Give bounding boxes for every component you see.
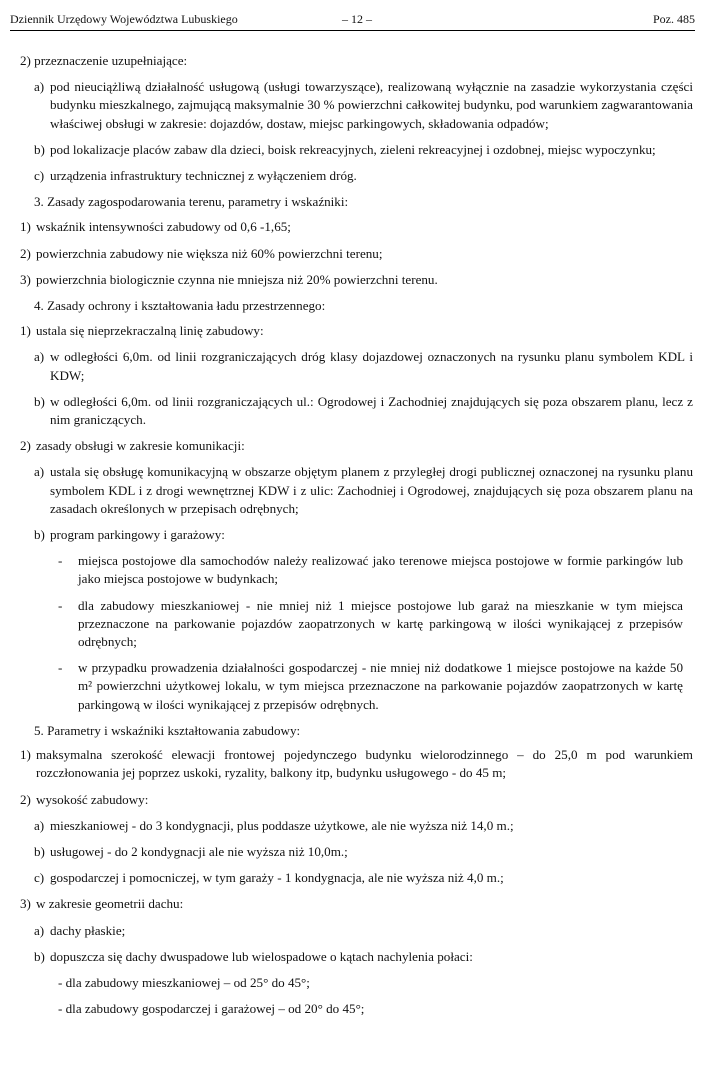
list-item bbox=[20, 322, 693, 340]
list-item bbox=[20, 526, 693, 544]
section-heading-4: 4. Zasady ochrony i kształtowania ładu przestrzennego: bbox=[34, 298, 326, 314]
list-item-text: pod nieuciążliwą działalność usługową (usługi towarzyszące), realizowaną wyłącznie na zasadzie wykorzystania części budynku mieszkalnego, zajmującą maksymalnie 30 % powierzchni całkowitej budynku, pod warunkiem zagwarantowania właściwej obsługi w zakresie: dojazdów, dostaw, miejsc parkingowych, składowania odpadów; bbox=[50, 79, 693, 131]
list-marker: b) bbox=[34, 948, 45, 964]
list-item bbox=[20, 141, 693, 159]
list-item bbox=[20, 869, 693, 887]
roof-angle-residential: - dla zabudowy mieszkaniowej – od 25° do 45°; bbox=[58, 974, 310, 990]
list-item bbox=[20, 437, 693, 455]
list-marker: a) bbox=[34, 349, 45, 365]
list-item-text: maksymalna szerokość elewacji frontowej pojedynczego budynku wielorodzinnego – do 25,0 m pod warunkiem rozczłonowania jej poprzez uskoki, ryzality, balkony itp, budynku usługowego - do 45 m; bbox=[36, 747, 693, 781]
list-item bbox=[20, 843, 693, 861]
dash-item-text: miejsca postojowe dla samochodów należy realizować jako terenowe miejsca postojowe w formie parkingów lub jako miejsca postojowe w budynkach; bbox=[78, 553, 683, 587]
dash-item-text: dla zabudowy mieszkaniowej - nie mniej niż 1 miejsce postojowe lub garaż na mieszkanie w tym miejsca przeznaczone na parkowanie pojazdów zaopatrzonych w kartę parkingową w ilości wynikającej z przepisów odrębnych; bbox=[78, 597, 683, 650]
dash-marker: - bbox=[58, 553, 63, 569]
list-item-text: mieszkaniowej - do 3 kondygnacji, plus poddasze użytkowe, ale nie wyższa niż 14,0 m.; bbox=[50, 817, 514, 833]
list-item-text: w odległości 6,0m. od linii rozgraniczających ul.: Ogrodowej i Zachodniej znajdujących się poza obszarem planu, lecz z nim graniczących. bbox=[50, 393, 693, 428]
list-item-text: dachy płaskie; bbox=[50, 922, 126, 938]
list-marker: a) bbox=[34, 464, 45, 480]
list-marker: b) bbox=[34, 527, 45, 543]
list-item bbox=[20, 922, 693, 940]
list-item-text: w zakresie geometrii dachu: bbox=[36, 896, 184, 912]
list-item bbox=[20, 895, 693, 913]
list-marker: 2) bbox=[20, 438, 31, 454]
dash-item bbox=[20, 552, 693, 588]
paragraph-supplementary-use: 2) przeznaczenie uzupełniające: bbox=[20, 53, 188, 68]
dash-marker: - bbox=[58, 597, 63, 613]
list-marker: a) bbox=[34, 922, 45, 938]
list-item-text: dopuszcza się dachy dwuspadowe lub wielospadowe o kątach nachylenia połaci: bbox=[50, 948, 473, 964]
roof-angle-garage: - dla zabudowy gospodarczej i garażowej – od 20° do 45°; bbox=[58, 1001, 365, 1017]
document-body bbox=[20, 52, 693, 1026]
list-marker: b) bbox=[34, 393, 45, 409]
list-item-text: usługowej - do 2 kondygnacji ale nie wyższa niż 10,0m.; bbox=[50, 843, 348, 859]
list-marker: 3) bbox=[20, 271, 31, 287]
list-marker: c) bbox=[34, 870, 45, 886]
list-marker: 1) bbox=[20, 219, 31, 235]
list-item bbox=[20, 245, 693, 263]
list-marker: a) bbox=[34, 817, 45, 833]
list-marker: a) bbox=[34, 79, 45, 95]
list-item-text: gospodarczej i pomocniczej, w tym garaży - 1 kondygnacja, ale nie wyższa niż 4,0 m.; bbox=[50, 870, 504, 886]
list-item bbox=[20, 348, 693, 384]
list-item-text: w odległości 6,0m. od linii rozgraniczających dróg klasy dojazdowej oznaczonych na rysunku planu symbolem KDL i KDW; bbox=[50, 349, 693, 383]
list-marker: 1) bbox=[20, 747, 31, 763]
list-item-text: ustala się obsługę komunikacyjną w obszarze objętym planem z przyległej drogi publicznej oznaczonej na rysunku planu symbolem KDL i z drogi wewnętrznej KDW i z ulic: Zachodniej i Ogrodowej, znajdujących się poza obszarem planu na zasadach określonych w przepisach odrębnych; bbox=[50, 464, 693, 516]
list-item-text: wysokość zabudowy: bbox=[36, 791, 149, 807]
dash-item-text: w przypadku prowadzenia działalności gospodarczej - nie mniej niż dodatkowe 1 miejsce postojowe na każde 50 m² powierzchni użytkowej lokalu, w tym miejsca przeznaczone na parkowanie pojazdów zaopatrzonych w kartę parkingową w ilości wynikającej z przepisów odrębnych. bbox=[78, 660, 683, 712]
list-marker: 1) bbox=[20, 323, 31, 339]
list-item bbox=[20, 271, 693, 289]
list-item bbox=[20, 218, 693, 236]
list-marker: b) bbox=[34, 141, 45, 157]
list-item-text: ustala się nieprzekraczalną linię zabudowy: bbox=[36, 323, 264, 339]
position-number: Poz. 485 bbox=[653, 12, 695, 26]
page-number: – 12 – bbox=[342, 12, 372, 26]
list-item-text: wskaźnik intensywności zabudowy od 0,6 -1,65; bbox=[36, 219, 291, 235]
dash-item bbox=[20, 597, 693, 652]
list-item-text: pod lokalizacje placów zabaw dla dzieci, boisk rekreacyjnych, zieleni rekreacyjnej i ozdobnej, miejsc wypoczynku; bbox=[50, 141, 656, 157]
list-item bbox=[20, 167, 693, 185]
list-item bbox=[20, 746, 693, 782]
list-item-text: urządzenia infrastruktury technicznej z wyłączeniem dróg. bbox=[50, 168, 357, 184]
section-heading-5: 5. Parametry i wskaźniki kształtowania zabudowy: bbox=[34, 722, 301, 738]
journal-title: Dziennik Urzędowy Województwa Lubuskiego bbox=[10, 12, 238, 26]
list-item-text: program parkingowy i garażowy: bbox=[50, 527, 225, 543]
dash-marker: - bbox=[58, 660, 63, 676]
section-heading-3: 3. Zasady zagospodarowania terenu, parametry i wskaźniki: bbox=[34, 194, 349, 210]
page-header bbox=[10, 8, 695, 31]
list-item bbox=[20, 948, 693, 966]
list-item bbox=[20, 463, 693, 518]
list-item bbox=[20, 791, 693, 809]
list-item bbox=[20, 393, 693, 429]
list-marker: c) bbox=[34, 168, 45, 184]
dash-item bbox=[20, 659, 693, 714]
list-item bbox=[20, 817, 693, 835]
list-marker: 3) bbox=[20, 896, 31, 912]
list-marker: 2) bbox=[20, 245, 31, 261]
list-item bbox=[20, 78, 693, 133]
list-marker: b) bbox=[34, 843, 45, 859]
list-marker: 2) bbox=[20, 791, 31, 807]
list-item-text: powierzchnia biologicznie czynna nie mniejsza niż 20% powierzchni terenu. bbox=[36, 271, 438, 287]
list-item-text: powierzchnia zabudowy nie większa niż 60% powierzchni terenu; bbox=[36, 245, 383, 261]
list-item-text: zasady obsługi w zakresie komunikacji: bbox=[36, 438, 245, 454]
